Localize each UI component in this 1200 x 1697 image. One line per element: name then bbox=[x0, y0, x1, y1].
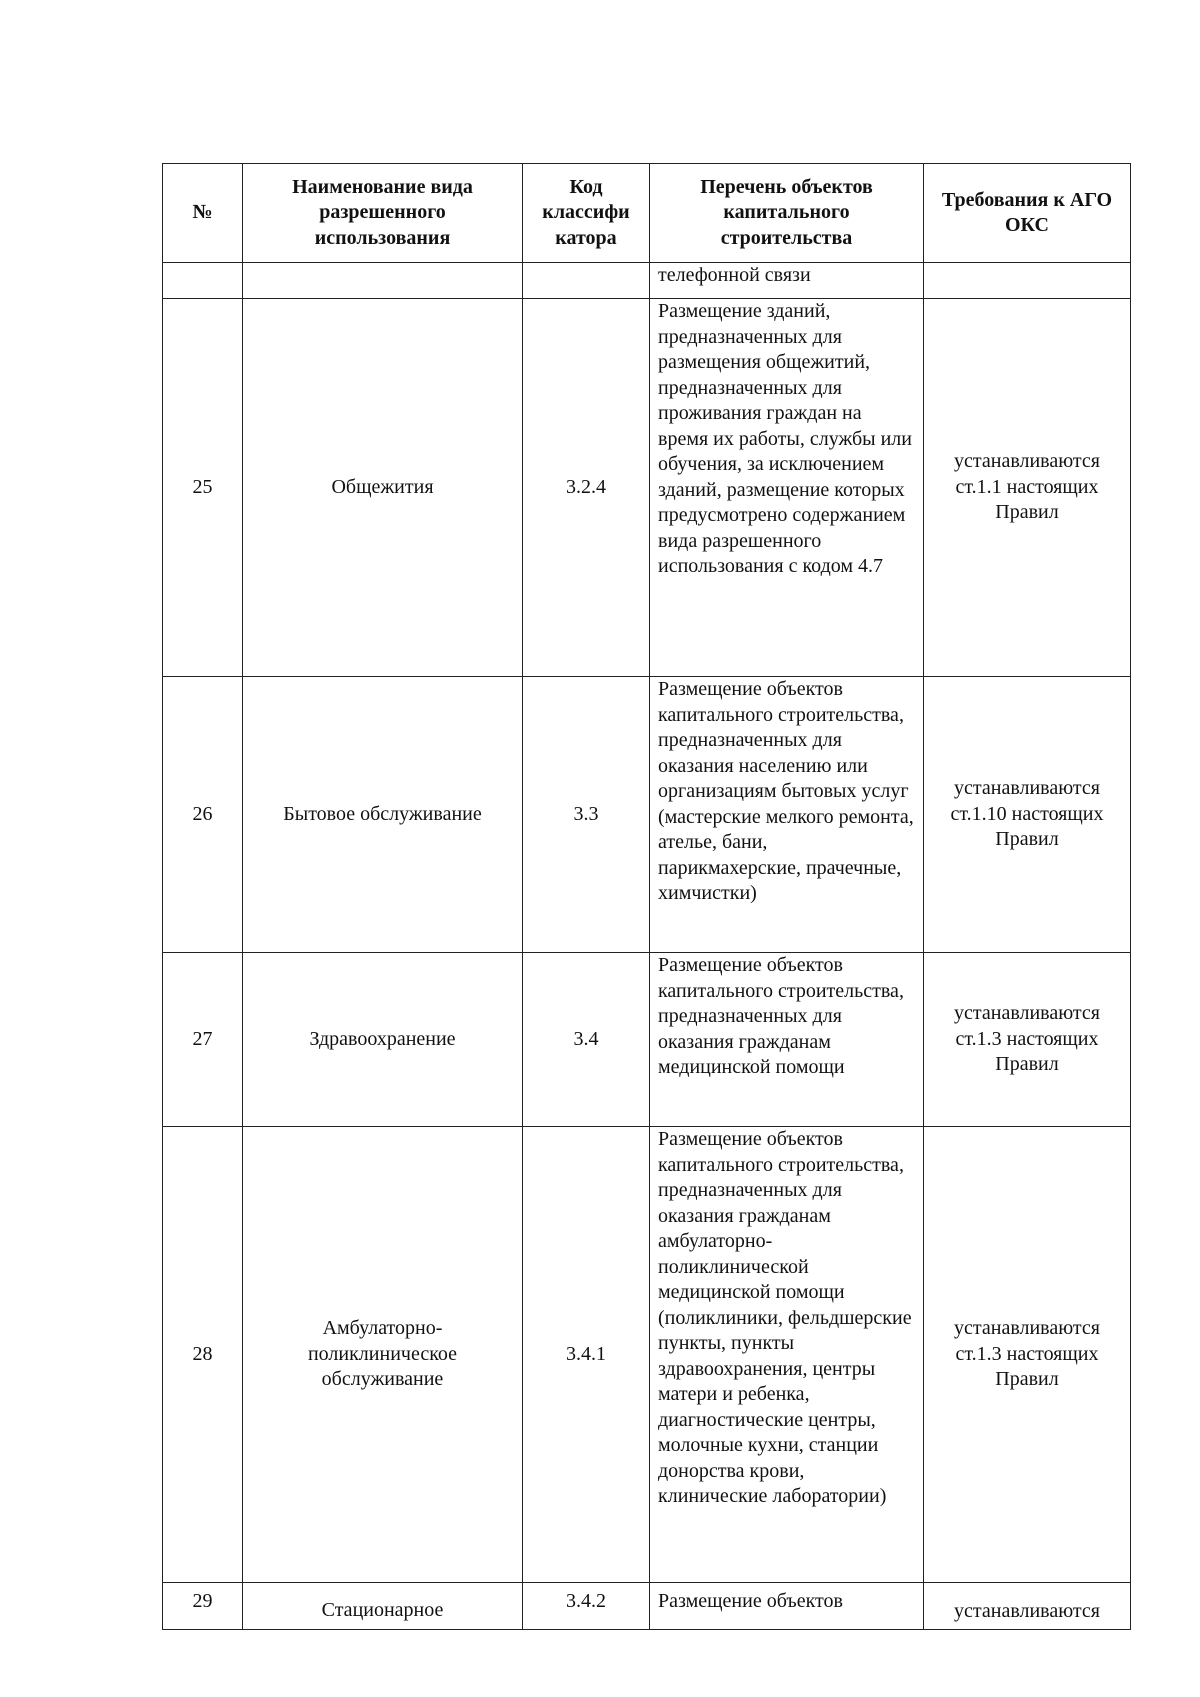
row-requirements: устанавливаются ст.1.10 настоящих Правил bbox=[924, 677, 1131, 953]
row-requirements: устанавливаются ст.1.1 настоящих Правил bbox=[924, 299, 1131, 677]
table-row bbox=[163, 677, 1131, 953]
row-num: 29 bbox=[163, 1583, 243, 1630]
row-name: Бытовое обслуживание bbox=[243, 677, 523, 953]
table-row bbox=[163, 1583, 1131, 1630]
row-code: 3.4.1 bbox=[523, 1127, 650, 1583]
header-name: Наименование вида разрешенного использования bbox=[243, 164, 523, 263]
row-objects: Размещение объектов капитального строительства, предназначенных для оказания гражданам амбулаторно-поликлинической медицинской помощи (поликлиники, фельдшерские пункты, пункты здравоохранения, центры матери и ребенка, диагностические центры, молочные кухни, станции донорства крови, клинические лаборатории) bbox=[650, 1127, 924, 1583]
row-name: Здравоохранение bbox=[243, 953, 523, 1127]
row-name: Стационарное bbox=[243, 1583, 523, 1630]
header-requirements: Требования к АГО ОКС bbox=[924, 164, 1131, 263]
row-code: 3.4.2 bbox=[523, 1583, 650, 1630]
permitted-use-table bbox=[162, 163, 1131, 1630]
cont-objects: телефонной связи bbox=[650, 263, 924, 299]
row-objects: Размещение объектов капитального строительства, предназначенных для оказания гражданам медицинской помощи bbox=[650, 953, 924, 1127]
cont-num bbox=[163, 263, 243, 299]
continuation-row bbox=[163, 263, 1131, 299]
header-num: № bbox=[163, 164, 243, 263]
row-num: 25 bbox=[163, 299, 243, 677]
row-objects: Размещение объектов капитального строительства, предназначенных для оказания населению или организациям бытовых услуг (мастерские мелкого ремонта, ателье, бани, парикмахерские, прачечные, химчистки) bbox=[650, 677, 924, 953]
row-requirements: устанавливаются bbox=[924, 1583, 1131, 1630]
cont-name bbox=[243, 263, 523, 299]
header-code: Код классифи катора bbox=[523, 164, 650, 263]
table-row bbox=[163, 953, 1131, 1127]
row-code: 3.4 bbox=[523, 953, 650, 1127]
row-objects: Размещение объектов bbox=[650, 1583, 924, 1630]
row-num: 27 bbox=[163, 953, 243, 1127]
row-requirements: устанавливаются ст.1.3 настоящих Правил bbox=[924, 1127, 1131, 1583]
header-objects: Перечень объектов капитального строительства bbox=[650, 164, 924, 263]
row-objects: Размещение зданий, предназначенных для размещения общежитий, предназначенных для проживания граждан на время их работы, службы или обучения, за исключением зданий, размещение которых предусмотрено содержанием вида разрешенного использования с кодом 4.7 bbox=[650, 299, 924, 677]
row-name: Амбулаторно-поликлиническое обслуживание bbox=[243, 1127, 523, 1583]
row-name: Общежития bbox=[243, 299, 523, 677]
cont-code bbox=[523, 263, 650, 299]
table-row bbox=[163, 299, 1131, 677]
cont-requirements bbox=[924, 263, 1131, 299]
row-num: 26 bbox=[163, 677, 243, 953]
header-row bbox=[163, 164, 1131, 263]
row-code: 3.3 bbox=[523, 677, 650, 953]
row-requirements: устанавливаются ст.1.3 настоящих Правил bbox=[924, 953, 1131, 1127]
row-code: 3.2.4 bbox=[523, 299, 650, 677]
table-row bbox=[163, 1127, 1131, 1583]
row-num: 28 bbox=[163, 1127, 243, 1583]
